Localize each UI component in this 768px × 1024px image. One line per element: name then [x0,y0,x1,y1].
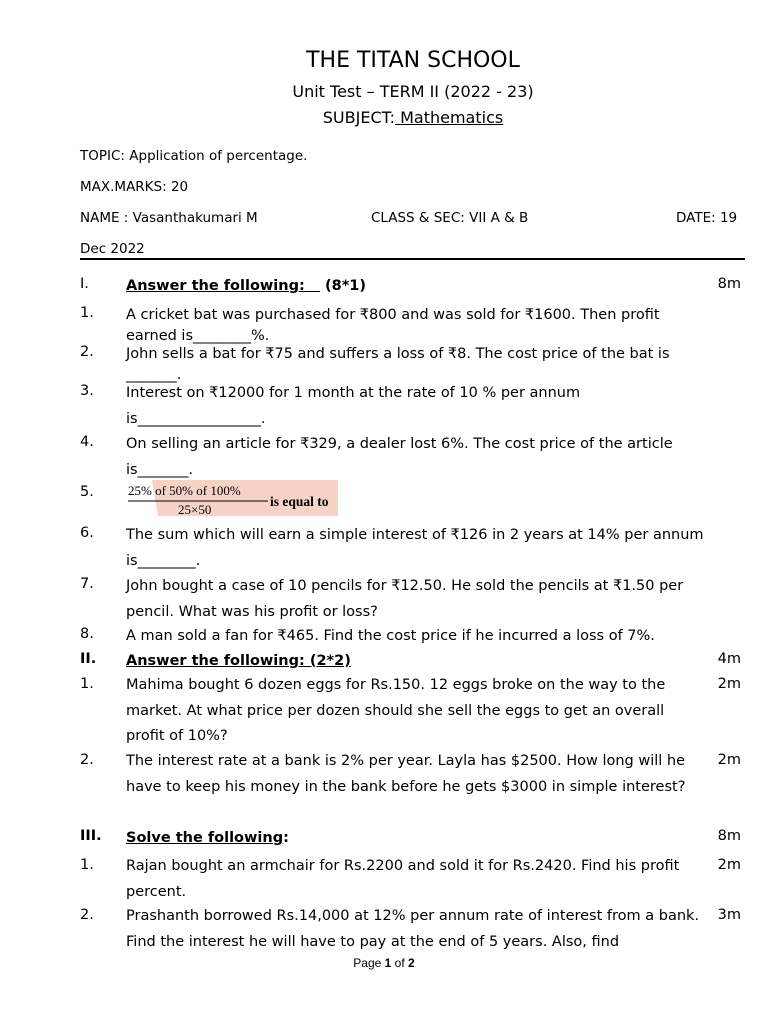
page-total: 2 [408,956,415,970]
question-number: 3. [80,383,94,399]
percentage-formula [126,480,338,516]
question-text: The sum which will earn a simple interest of ₹126 in 2 years at 14% per annum is________. [126,527,704,569]
class-section: CLASS & SEC: VII A & B [371,210,529,226]
question-text: Rajan bought an armchair for Rs.2200 and sold it for Rs.2420. Find his profit percent. [126,858,680,900]
test-title: Unit Test – TERM II (2022 - 23) [292,82,534,101]
question-text: Mahima bought 6 dozen eggs for Rs.150. 12 eggs broke on the way to the market. At what price per dozen should she sell the eggs to get an overall profit of 10%? [126,677,666,744]
max-marks: MAX.MARKS: 20 [80,179,189,195]
question-number: 1. [80,305,94,321]
question-text: Interest on ₹12000 for 1 month at the rate of 10 % per annum is_________________. [126,385,581,427]
question-marks: 2m [717,676,741,692]
formula-tail: is equal to [270,494,329,509]
section-title: Answer the following: (2*2) [126,653,351,669]
formula-denominator: 25×50 [178,502,212,516]
question-number: 2. [80,907,94,923]
subject-label: SUBJECT: [322,108,396,127]
question-number: 7. [80,576,94,592]
question-text: A cricket bat was purchased for ₹800 and was sold for ₹1600. Then profit earned is________%. [126,307,660,344]
section-number: III. [80,828,102,844]
question-marks: 3m [717,907,741,923]
school-name: THE TITAN SCHOOL [306,48,520,73]
question-number: 1. [80,857,94,873]
subject-value: Mathematics [395,108,504,127]
section-number: I. [80,276,89,292]
student-name: NAME : Vasanthakumari M [80,210,258,226]
question-text: John sells a bat for ₹75 and suffers a loss of ₹8. The cost price of the bat is _______. [126,346,670,383]
date-part2: Dec 2022 [80,241,145,257]
question-number: 6. [80,525,94,541]
question-text: A man sold a fan for ₹465. Find the cost price if he incurred a loss of 7%. [126,628,655,644]
question-number: 2. [80,752,94,768]
subject-line [0,108,768,127]
question-text: On selling an article for ₹329, a dealer lost 6%. The cost price of the article is_______. [126,436,673,478]
section-title: Answer the following: (8*1) [126,278,367,294]
question-number: 8. [80,626,94,642]
formula-numerator: 25% of 50% of 100% [128,483,241,498]
of-word: of [391,956,409,970]
page-current: 1 [384,956,392,970]
section-number: II. [80,651,97,667]
page-footer [0,956,768,970]
question-marks: 2m [717,752,741,768]
question-marks: 2m [717,857,741,873]
question-text: John bought a case of 10 pencils for ₹12.50. He sold the pencils at ₹1.50 per pencil. What was his profit or loss? [126,578,684,620]
question-number: 5. [80,484,94,500]
date-part1: DATE: 19 [676,210,738,226]
question-text: Prashanth borrowed Rs.14,000 at 12% per annum rate of interest from a bank. Find the interest he will have to pay at the end of 5 years. Also, find [126,908,700,950]
section-marks: 8m [717,276,741,292]
question-number: 4. [80,434,94,450]
section-title: Solve the following: [126,830,289,846]
topic-line: TOPIC: Application of percentage. [80,148,308,164]
question-number: 2. [80,344,94,360]
page-word: Page [353,956,385,970]
header-divider [80,258,745,260]
question-number: 1. [80,676,94,692]
section-marks: 8m [717,828,741,844]
section-marks: 4m [717,651,741,667]
question-text: The interest rate at a bank is 2% per year. Layla has $2500. How long will he have to keep his money in the bank before he gets $3000 in simple interest? [126,753,686,795]
